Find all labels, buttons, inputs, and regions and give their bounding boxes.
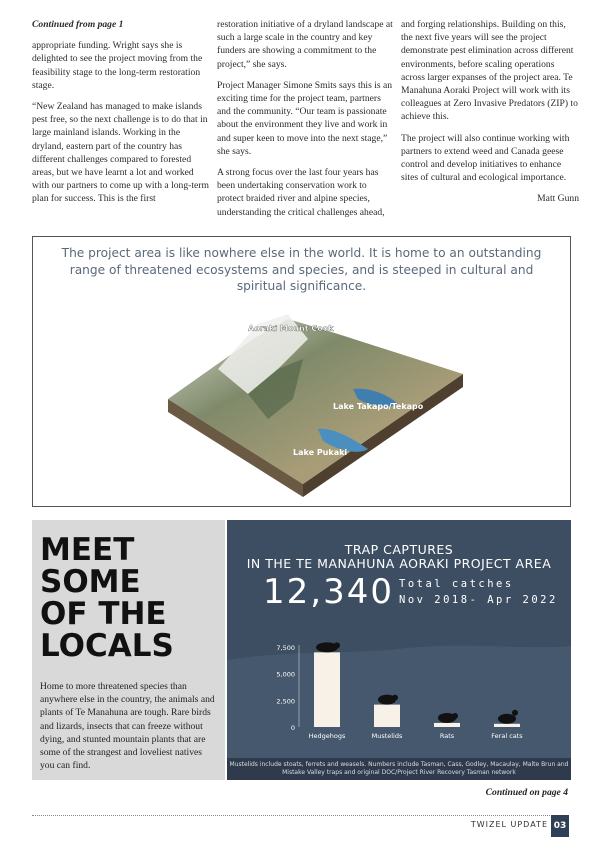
article-paragraph: restoration initiative of a dryland landscape at such a large scale in the country and key funders are showing a commitment to the project,” she says. [217,19,393,70]
continued-on: Continued on page 4 [485,787,568,798]
date-range: Nov 2018- Apr 2022 [399,594,558,606]
article-column-1 [32,18,210,214]
article-paragraph: A strong focus over the last four years has been undertaking conservation work to protect braided river and alpine species, understanding the critical challenges ahead, [217,167,385,218]
y-tick-label: 2,500 [276,697,295,706]
article-paragraph: appropriate funding. Wright says she is delighted to see the project moving from the feasibility stage to the long-term restoration stage. [32,40,203,91]
locals-blurb: Home to more threatened species than anywhere else in the country, the animals and plants of Te Manahuna are tough. Rare birds and lizards, insects that can freeze without dying, and stunted mountain plants that are some of the strangest and loveliest natives you can find. [40,681,215,772]
cat-icon-head [512,710,518,716]
category-label: Hedgehogs [308,732,346,740]
trap-chart [227,620,571,760]
mustelid-icon-head [392,695,398,701]
total-catches-number: 12,340 [263,572,394,612]
rat-icon-head [452,713,458,719]
category-label: Mustelids [371,732,403,740]
total-catches-label: Total catches [399,578,514,590]
article-paragraph: Project Manager Simone Smits says this is an exciting time for the project team, partners and the community. “Our team is passionate about the environment they live and work in and super keen to move into the next stage,” she says. [217,79,393,157]
category-label: Rats [439,732,455,740]
bar-mustelids [374,705,400,727]
article-paragraph: and forging relationships. Building on this, the next five years will see the project demonstrate pest elimination across different environments, before scaling operations across larger expanses of the project area. Te Manahuna Aoraki Project will work with its colleagues at Zero Invasive Predators (ZIP) to achieve this. [401,19,578,123]
publication-name: TWIZEL UPDATE [470,820,548,829]
article-column-2 [217,18,395,227]
y-tick-label: 5,000 [276,670,295,679]
continued-from: Continued from page 1 [32,19,124,30]
y-tick-label: 7,500 [276,644,295,652]
footer-divider [32,815,568,816]
article-column-3 [401,18,579,214]
article-paragraph: “New Zealand has managed to make islands pest free, so the next challenge is to do that in large mainland islands. Working in the dryland, eastern part of the country has different challenges compared to forested areas, but we have learnt a lot and worked with our partners to come up with a long-term plan for success. This is the first [32,101,209,205]
heading-line: SOME [40,564,141,600]
bar-rats [434,723,460,727]
infographic-title: TRAP CAPTURES [344,542,454,557]
hedgehog-icon-head [334,642,340,648]
infographic-footnote: Mustelids include stoats, ferrets and weasels. Numbers include Tasman, Cass, Godley, Macaulay, Malte Brun and Mistake Valley traps and original DOC/Project River Recovery Tasman network [227,758,571,780]
y-tick-label: 0 [290,724,295,732]
article-paragraph: The project will also continue working with partners to extend weed and Canada geese control and develop initiatives to enhance sites of cultural and ecological importance. [401,132,570,184]
bar-hedgehogs [314,652,340,727]
heading-line: OF THE [40,596,167,632]
byline: Matt Gunn [537,193,579,205]
label-peak: Aoraki Mount Cook [248,324,334,333]
label-lake-pukaki: Lake Pukaki [293,448,348,457]
page-number: 03 [551,815,569,837]
map-caption: The project area is like nowhere else in the world. It is home to an outstanding range of threatened ecosystems and species, and is steeped in cultural and spiritual significance. [61,246,542,293]
bar-feral-cats [494,724,520,727]
infographic-subtitle: IN THE TE MANAHUNA AORAKI PROJECT AREA [246,556,552,571]
heading-line: LOCALS [40,628,174,664]
locals-heading [40,534,174,662]
category-label: Feral cats [491,732,523,740]
terrain-map-illustration [128,299,468,499]
trap-captures-infographic [227,520,571,780]
label-lake-tekapo: Lake Takapo/Tekapo [333,402,424,411]
map-panel [32,236,571,507]
heading-line: MEET [40,532,135,568]
meet-the-locals-panel [32,520,225,780]
cat-icon [498,714,516,724]
